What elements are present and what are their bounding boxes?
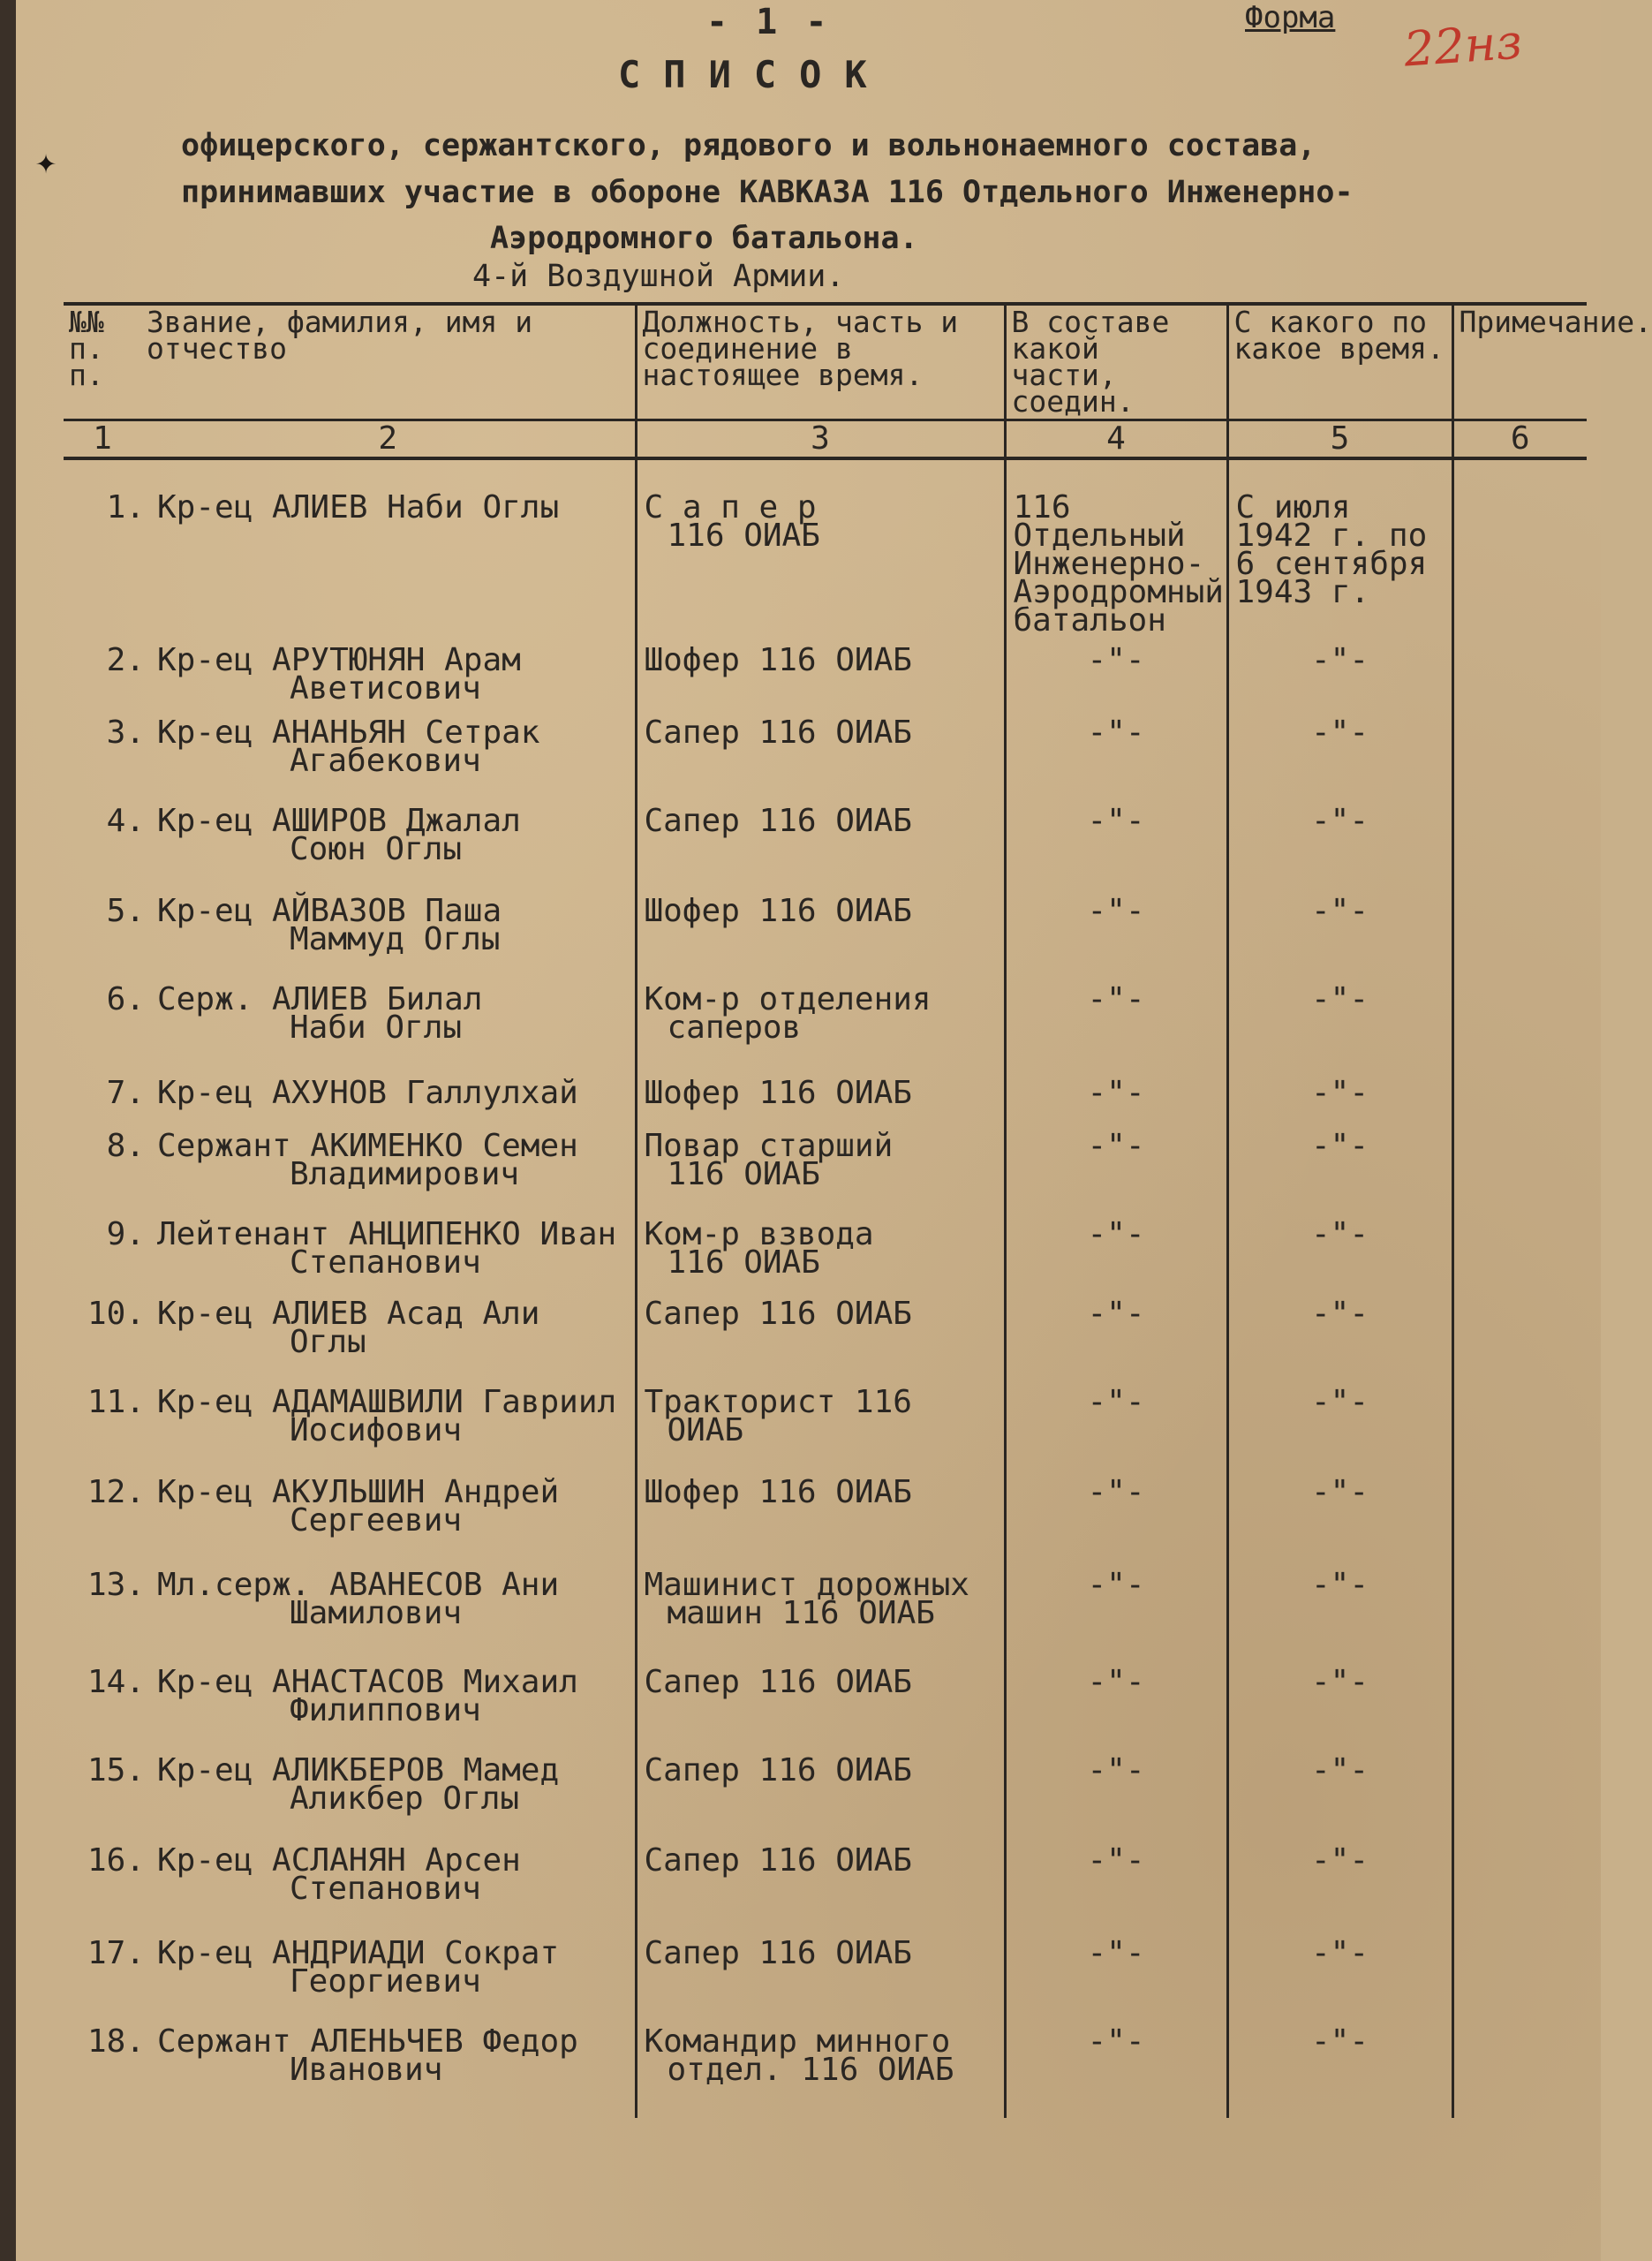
row-number: 12. — [87, 1474, 145, 1510]
header-note: Примечание. — [1452, 304, 1587, 420]
table-row — [64, 1932, 1587, 2021]
name-cell — [64, 890, 636, 979]
header-number: №№ п. п. — [69, 305, 104, 392]
unit-cell: -"- — [1005, 1932, 1227, 2021]
period-cell: -"- — [1227, 1125, 1452, 1214]
row-number: 18. — [87, 2023, 145, 2060]
unit-cell: -"- — [1005, 1125, 1227, 1214]
note-cell — [1452, 458, 1587, 639]
person-patronymic: Шамилович — [290, 1595, 463, 1631]
period-cell: -"- — [1227, 712, 1452, 800]
person-rank-name: Кр-ец АЙВАЗОВ Паша — [157, 893, 502, 929]
row-number: 15. — [87, 1752, 145, 1788]
note-cell — [1452, 1840, 1587, 1932]
position-cell — [636, 1750, 1005, 1840]
person-rank-name: Кр-ец АНАНЬЯН Сетрак — [157, 715, 540, 751]
position-cell — [636, 1381, 1005, 1471]
position-cell — [636, 979, 1005, 1072]
unit-cell: -"- — [1005, 1471, 1227, 1564]
unit-cell: -"- — [1005, 979, 1227, 1072]
name-cell — [64, 1932, 636, 2021]
unit-cell: 116 Отдельный Инженерно-Аэродромный батальон — [1005, 458, 1227, 639]
name-cell — [64, 1661, 636, 1750]
period-cell: -"- — [1227, 1072, 1452, 1125]
unit-cell: -"- — [1005, 1293, 1227, 1381]
table-row — [64, 1072, 1587, 1125]
unit-cell: -"- — [1005, 800, 1227, 890]
row-number: 9. — [106, 1216, 145, 1252]
person-rank-name: Сержант АЛЕНЬЧЕВ Федор — [157, 2023, 578, 2060]
person-rank-name: Кр-ец АЛИЕВ Асад Али — [157, 1296, 540, 1332]
person-patronymic: Филиппович — [290, 1692, 481, 1728]
row-number: 11. — [87, 1384, 145, 1420]
person-rank-name: Кр-ец АДАМАШВИЛИ Гавриил — [157, 1384, 617, 1420]
period-cell: -"- — [1227, 1750, 1452, 1840]
header-name-label: Звание, фамилия, имя и отчество — [147, 305, 533, 366]
person-patronymic: Союн Оглы — [290, 831, 463, 867]
position-line-2: 116 ОИАБ — [667, 1156, 820, 1192]
table-row — [64, 1471, 1587, 1564]
unit-cell: -"- — [1005, 1750, 1227, 1840]
table-row — [64, 1840, 1587, 1932]
position-line-1: Сапер 116 ОИАБ — [644, 1752, 912, 1788]
person-rank-name: Кр-ец АНАСТАСОВ Михаил — [157, 1664, 578, 1700]
subtitle-line-4: 4-й Воздушной Армии. — [472, 259, 845, 294]
note-cell — [1452, 1214, 1587, 1293]
person-patronymic: Иосифович — [290, 1412, 463, 1448]
position-cell — [636, 1564, 1005, 1661]
person-rank-name: Кр-ец АЛИКБЕРОВ Мамед — [157, 1752, 560, 1788]
note-cell — [1452, 1750, 1587, 1840]
note-cell — [1452, 1471, 1587, 1564]
note-cell — [1452, 1661, 1587, 1750]
column-number: 1 — [93, 420, 112, 457]
person-patronymic: Наби Оглы — [290, 1010, 463, 1046]
period-cell: -"- — [1227, 890, 1452, 979]
unit-cell: -"- — [1005, 2021, 1227, 2118]
position-line-1: Сапер 116 ОИАБ — [644, 1842, 912, 1879]
name-cell — [64, 1381, 636, 1471]
name-cell — [64, 1471, 636, 1564]
form-label: Форма — [1245, 0, 1336, 35]
header-name — [64, 304, 636, 420]
table-body — [64, 458, 1587, 2118]
table-row — [64, 1381, 1587, 1471]
position-line-1: Сапер 116 ОИАБ — [644, 715, 912, 751]
person-rank-name: Кр-ец АРУТЮНЯН Арам — [157, 642, 521, 678]
position-cell — [636, 1214, 1005, 1293]
period-cell: -"- — [1227, 1840, 1452, 1932]
row-number: 1. — [106, 489, 145, 526]
unit-cell: -"- — [1005, 1661, 1227, 1750]
column-number: 2 — [378, 420, 398, 457]
note-cell — [1452, 639, 1587, 712]
person-rank-name: Лейтенант АНЦИПЕНКО Иван — [157, 1216, 617, 1252]
person-rank-name: Кр-ец АНДРИАДИ Сократ — [157, 1935, 560, 1971]
position-line-1: Ком-р взвода — [644, 1216, 874, 1252]
unit-cell: -"- — [1005, 1072, 1227, 1125]
table-row — [64, 1293, 1587, 1381]
position-cell — [636, 639, 1005, 712]
row-number: 8. — [106, 1128, 145, 1164]
position-cell — [636, 458, 1005, 639]
document-title: СПИСОК — [618, 53, 890, 96]
position-line-1: Ком-р отделения — [644, 981, 932, 1017]
column-number-1-2 — [64, 420, 636, 459]
column-number: 6 — [1452, 420, 1587, 459]
unit-cell: -"- — [1005, 639, 1227, 712]
note-cell — [1452, 979, 1587, 1072]
note-cell — [1452, 890, 1587, 979]
page-number: - 1 - — [706, 2, 831, 42]
handwritten-stamp: 22нз — [1401, 13, 1524, 78]
header-position: Должность, часть и соединение в настоящее время. — [636, 304, 1005, 420]
column-number: 3 — [636, 420, 1005, 459]
note-cell — [1452, 1293, 1587, 1381]
position-line-1: Сапер 116 ОИАБ — [644, 1664, 912, 1700]
period-cell: -"- — [1227, 639, 1452, 712]
table-row — [64, 890, 1587, 979]
row-number: 17. — [87, 1935, 145, 1971]
row-number: 7. — [106, 1075, 145, 1111]
period-cell: -"- — [1227, 1381, 1452, 1471]
period-cell: С июля 1942 г. по 6 сентября 1943 г. — [1227, 458, 1452, 639]
subtitle-line-1: офицерского, сержантского, рядового и вольнонаемного состава, — [181, 128, 1316, 163]
name-cell — [64, 712, 636, 800]
column-number: 4 — [1005, 420, 1227, 459]
position-cell — [636, 1661, 1005, 1750]
person-patronymic: Агабекович — [290, 743, 481, 779]
person-patronymic: Степанович — [290, 1244, 481, 1281]
note-cell — [1452, 1381, 1587, 1471]
position-line-1: Шофер 116 ОИАБ — [644, 893, 912, 929]
note-cell — [1452, 1564, 1587, 1661]
person-rank-name: Серж. АЛИЕВ Билал — [157, 981, 483, 1017]
row-number: 10. — [87, 1296, 145, 1332]
position-line-1: Повар старший — [644, 1128, 894, 1164]
period-cell: -"- — [1227, 1471, 1452, 1564]
row-number: 16. — [87, 1842, 145, 1879]
note-cell — [1452, 1072, 1587, 1125]
unit-cell: -"- — [1005, 1214, 1227, 1293]
unit-cell: -"- — [1005, 890, 1227, 979]
position-line-1: Шофер 116 ОИАБ — [644, 642, 912, 678]
person-patronymic: Маммуд Оглы — [290, 921, 501, 957]
person-rank-name: Кр-ец АКУЛЬШИН Андрей — [157, 1474, 560, 1510]
column-number: 5 — [1227, 420, 1452, 459]
header-period: С какого по какое время. — [1227, 304, 1452, 420]
period-cell: -"- — [1227, 1564, 1452, 1661]
person-rank-name: Кр-ец АЛИЕВ Наби Оглы — [157, 489, 560, 526]
position-line-1: Сапер 116 ОИАБ — [644, 1935, 912, 1971]
note-cell — [1452, 800, 1587, 890]
table-row — [64, 2021, 1587, 2118]
position-cell — [636, 1471, 1005, 1564]
row-number: 2. — [106, 642, 145, 678]
row-number: 3. — [106, 715, 145, 751]
note-cell — [1452, 2021, 1587, 2118]
period-cell: -"- — [1227, 979, 1452, 1072]
note-cell — [1452, 1125, 1587, 1214]
table-row — [64, 1564, 1587, 1661]
name-cell — [64, 1125, 636, 1214]
unit-cell: -"- — [1005, 1381, 1227, 1471]
header-unit: В составе какой части, соедин. — [1005, 304, 1227, 420]
person-patronymic: Аликбер Оглы — [290, 1781, 520, 1817]
table-row — [64, 639, 1587, 712]
position-cell — [636, 890, 1005, 979]
position-line-1: Шофер 116 ОИАБ — [644, 1075, 912, 1111]
unit-cell: -"- — [1005, 1840, 1227, 1932]
period-cell: -"- — [1227, 1932, 1452, 2021]
name-cell — [64, 2021, 636, 2118]
name-cell — [64, 800, 636, 890]
name-cell — [64, 458, 636, 639]
person-patronymic: Степанович — [290, 1871, 481, 1907]
position-cell — [636, 800, 1005, 890]
note-cell — [1452, 1932, 1587, 2021]
row-number: 13. — [87, 1567, 145, 1603]
position-cell — [636, 712, 1005, 800]
position-line-1: Шофер 116 ОИАБ — [644, 1474, 912, 1510]
period-cell: -"- — [1227, 1214, 1452, 1293]
position-cell — [636, 1293, 1005, 1381]
table-row — [64, 1661, 1587, 1750]
person-patronymic: Иванович — [290, 2052, 443, 2088]
person-patronymic: Георгиевич — [290, 1963, 481, 2000]
name-cell — [64, 1293, 636, 1381]
position-cell — [636, 1840, 1005, 1932]
position-line-2: 116 ОИАБ — [667, 518, 820, 554]
position-line-2: ОИАБ — [667, 1412, 744, 1448]
row-number: 14. — [87, 1664, 145, 1700]
position-cell — [636, 1072, 1005, 1125]
person-patronymic: Оглы — [290, 1324, 366, 1360]
row-number: 5. — [106, 893, 145, 929]
person-rank-name: Кр-ец АШИРОВ Джалал — [157, 803, 521, 839]
person-patronymic: Сергеевич — [290, 1502, 463, 1539]
position-cell — [636, 1125, 1005, 1214]
name-cell — [64, 1840, 636, 1932]
name-cell — [64, 1072, 636, 1125]
period-cell: -"- — [1227, 2021, 1452, 2118]
table-row — [64, 458, 1587, 639]
period-cell: -"- — [1227, 800, 1452, 890]
row-number: 6. — [106, 981, 145, 1017]
person-rank-name: Сержант АКИМЕНКО Семен — [157, 1128, 578, 1164]
unit-cell: -"- — [1005, 1564, 1227, 1661]
person-patronymic: Аветисович — [290, 670, 481, 707]
position-line-2: 116 ОИАБ — [667, 1244, 820, 1281]
name-cell — [64, 1214, 636, 1293]
period-cell: -"- — [1227, 1661, 1452, 1750]
position-line-1: Сапер 116 ОИАБ — [644, 803, 912, 839]
position-line-1: Командир минного — [644, 2023, 951, 2060]
position-cell — [636, 2021, 1005, 2118]
position-line-1: Тракторист 116 — [644, 1384, 912, 1420]
table-row — [64, 979, 1587, 1072]
note-cell — [1452, 712, 1587, 800]
ink-blot-mark: ✦ — [35, 141, 57, 182]
name-cell — [64, 1750, 636, 1840]
unit-cell: -"- — [1005, 712, 1227, 800]
table-row — [64, 712, 1587, 800]
row-number: 4. — [106, 803, 145, 839]
name-cell — [64, 979, 636, 1072]
position-cell — [636, 1932, 1005, 2021]
subtitle-line-2: принимавших участие в обороне КАВКАЗА 116 Отдельного Инженерно- — [181, 175, 1354, 210]
table-row — [64, 1125, 1587, 1214]
person-rank-name: Кр-ец АСЛАНЯН Арсен — [157, 1842, 521, 1879]
table-row — [64, 1750, 1587, 1840]
position-line-2: отдел. 116 ОИАБ — [667, 2052, 954, 2088]
page-edge — [0, 0, 16, 2261]
table-row — [64, 800, 1587, 890]
person-patronymic: Владимирович — [290, 1156, 520, 1192]
subtitle-line-3: Аэродромного батальона. — [490, 221, 918, 256]
position-line-2: саперов — [667, 1010, 802, 1046]
name-cell — [64, 639, 636, 712]
person-rank-name: Мл.серж. АВАНЕСОВ Ани — [157, 1567, 560, 1603]
table-row — [64, 1214, 1587, 1293]
name-cell — [64, 1564, 636, 1661]
period-cell: -"- — [1227, 1293, 1452, 1381]
position-line-2: машин 116 ОИАБ — [667, 1595, 935, 1631]
personnel-table — [64, 302, 1652, 2118]
person-rank-name: Кр-ец АХУНОВ Галлулхай — [157, 1075, 578, 1111]
position-line-1: С а п е р — [644, 489, 817, 526]
position-line-1: Машинист дорожных — [644, 1567, 969, 1603]
position-line-1: Сапер 116 ОИАБ — [644, 1296, 912, 1332]
